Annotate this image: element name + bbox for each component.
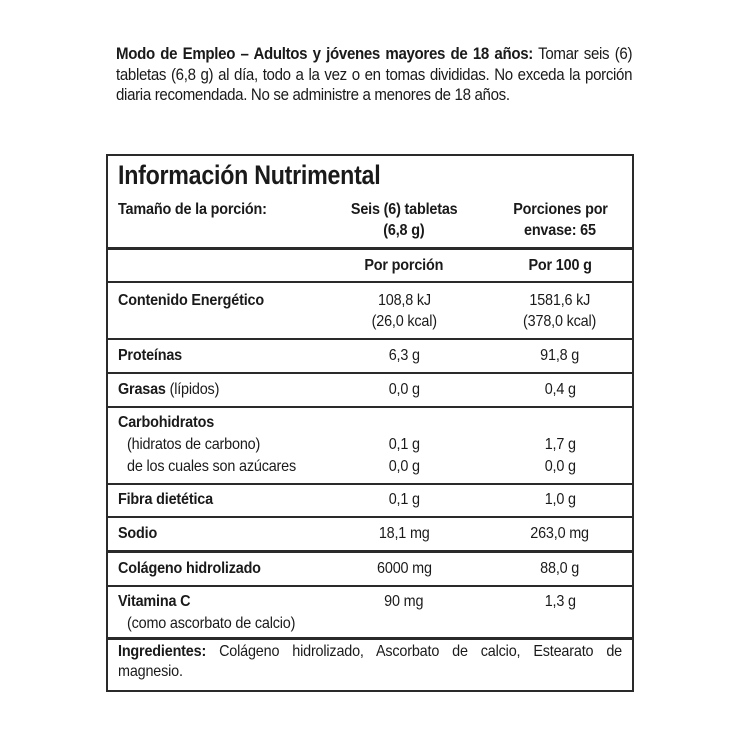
- fat-per-100g: [480, 379, 640, 400]
- serving-size-line1: Seis (6) tabletas: [350, 201, 458, 218]
- energy-per-100g: [480, 290, 640, 332]
- usage-text: Tomar seis (6) tabletas (6,8 g) al día, todo a la vez o en tomas divididas. No exceda la porción diaria recomendada. No se administre a menores de 18 años.: [116, 45, 633, 104]
- sodium-label: [118, 523, 161, 544]
- fat-per-100g-text: 0,4 g: [544, 381, 576, 398]
- divider: [108, 338, 632, 340]
- ingredients: [118, 642, 622, 682]
- serving-size-line2: (6,8 g): [383, 222, 425, 239]
- carbs-sub2-per-100g: [480, 456, 640, 477]
- column-header-per-serving: [324, 255, 484, 276]
- carbs-sub2-per-100g-text: 0,0 g: [544, 458, 576, 475]
- sodium-label-text: Sodio: [118, 525, 158, 542]
- carbs-sub1-per-serving-text: 0,1 g: [388, 436, 420, 453]
- carbs-sub1-per-100g-text: 1,7 g: [544, 436, 576, 453]
- usage-heading: Modo de Empleo – Adultos y jóvenes mayores de 18 años:: [116, 45, 533, 63]
- vitamin-c-sub-label: [127, 613, 314, 634]
- divider: [108, 247, 632, 250]
- carbs-sub1-label-text: (hidratos de carbono): [127, 436, 261, 453]
- energy-per-serving: [324, 290, 484, 332]
- ingredients-label: Ingredientes:: [118, 643, 207, 660]
- protein-per-100g-text: 91,8 g: [540, 347, 580, 364]
- sodium-per-100g-text: 263,0 mg: [530, 525, 590, 542]
- collagen-per-serving: [324, 558, 484, 579]
- divider: [108, 406, 632, 408]
- sodium-per-serving-text: 18,1 mg: [378, 525, 430, 542]
- divider: [108, 281, 632, 283]
- energy-per-100g-kcal: (378,0 kcal): [523, 313, 597, 330]
- vitamin-c-label-text: Vitamina C: [118, 593, 191, 610]
- divider: [108, 372, 632, 374]
- protein-label: [118, 345, 189, 366]
- ingredients-text: Colágeno hidrolizado, Ascorbato de calcio, Estearato de magnesio.: [118, 643, 622, 680]
- divider: [108, 585, 632, 587]
- vitamin-c-per-serving: [324, 591, 484, 612]
- vitamin-c-per-100g: [480, 591, 640, 612]
- servings-per-container-line1: Porciones por: [512, 201, 608, 218]
- fiber-per-serving-text: 0,1 g: [388, 491, 420, 508]
- fat-label: [118, 379, 230, 400]
- fiber-per-serving: [324, 489, 484, 510]
- panel-title-text: Información Nutrimental: [118, 160, 381, 190]
- fat-label-note: (lípidos): [165, 381, 220, 398]
- carbs-label-text: Carbohidratos: [118, 414, 215, 431]
- vitamin-c-per-100g-text: 1,3 g: [544, 593, 576, 610]
- fiber-label-text: Fibra dietética: [118, 491, 213, 508]
- carbs-sub2-label: [127, 456, 315, 477]
- protein-per-serving: [324, 345, 484, 366]
- divider: [108, 637, 632, 640]
- collagen-label: [118, 558, 277, 579]
- vitamin-c-sub-label-text: (como ascorbato de calcio): [127, 615, 296, 632]
- serving-size-label-text: Tamaño de la porción:: [118, 201, 267, 218]
- carbs-sub1-per-serving: [324, 434, 484, 455]
- carbs-label: [118, 412, 225, 433]
- carbs-sub2-label-text: de los cuales son azúcares: [127, 458, 297, 475]
- fat-per-serving: [324, 379, 484, 400]
- divider: [108, 550, 632, 553]
- serving-size-value: [324, 199, 484, 241]
- fat-per-serving-text: 0,0 g: [388, 381, 420, 398]
- energy-label: [118, 290, 280, 311]
- collagen-label-text: Colágeno hidrolizado: [118, 560, 261, 577]
- servings-per-container: [480, 199, 640, 241]
- nutrition-facts-panel: [106, 154, 634, 692]
- panel-title: [118, 160, 423, 191]
- divider: [108, 483, 632, 485]
- collagen-per-100g: [480, 558, 640, 579]
- fiber-label: [118, 489, 223, 510]
- serving-size-label: [118, 199, 283, 220]
- carbs-sub2-per-serving-text: 0,0 g: [388, 458, 420, 475]
- protein-per-serving-text: 6,3 g: [388, 347, 420, 364]
- fiber-per-100g: [480, 489, 640, 510]
- column-header-per-100g: [480, 255, 640, 276]
- sodium-per-serving: [324, 523, 484, 544]
- column-header-per-100g-text: Por 100 g: [528, 257, 592, 274]
- collagen-per-serving-text: 6000 mg: [376, 560, 432, 577]
- carbs-sub2-per-serving: [324, 456, 484, 477]
- carbs-sub1-label: [127, 434, 275, 455]
- protein-label-text: Proteínas: [118, 347, 183, 364]
- usage-instructions: [116, 44, 632, 106]
- fiber-per-100g-text: 1,0 g: [544, 491, 576, 508]
- collagen-per-100g-text: 88,0 g: [540, 560, 580, 577]
- divider: [108, 516, 632, 518]
- column-header-per-serving-text: Por porción: [364, 257, 444, 274]
- energy-per-100g-kj: 1581,6 kJ: [529, 292, 591, 309]
- servings-per-container-line2: envase: 65: [524, 222, 596, 239]
- vitamin-c-per-serving-text: 90 mg: [384, 593, 424, 610]
- sodium-per-100g: [480, 523, 640, 544]
- energy-per-serving-kcal: (26,0 kcal): [371, 313, 437, 330]
- protein-per-100g: [480, 345, 640, 366]
- energy-label-text: Contenido Energético: [118, 292, 265, 309]
- carbs-sub1-per-100g: [480, 434, 640, 455]
- fat-label-text: Grasas: [118, 381, 166, 398]
- energy-per-serving-kj: 108,8 kJ: [377, 292, 431, 309]
- vitamin-c-label: [118, 591, 198, 612]
